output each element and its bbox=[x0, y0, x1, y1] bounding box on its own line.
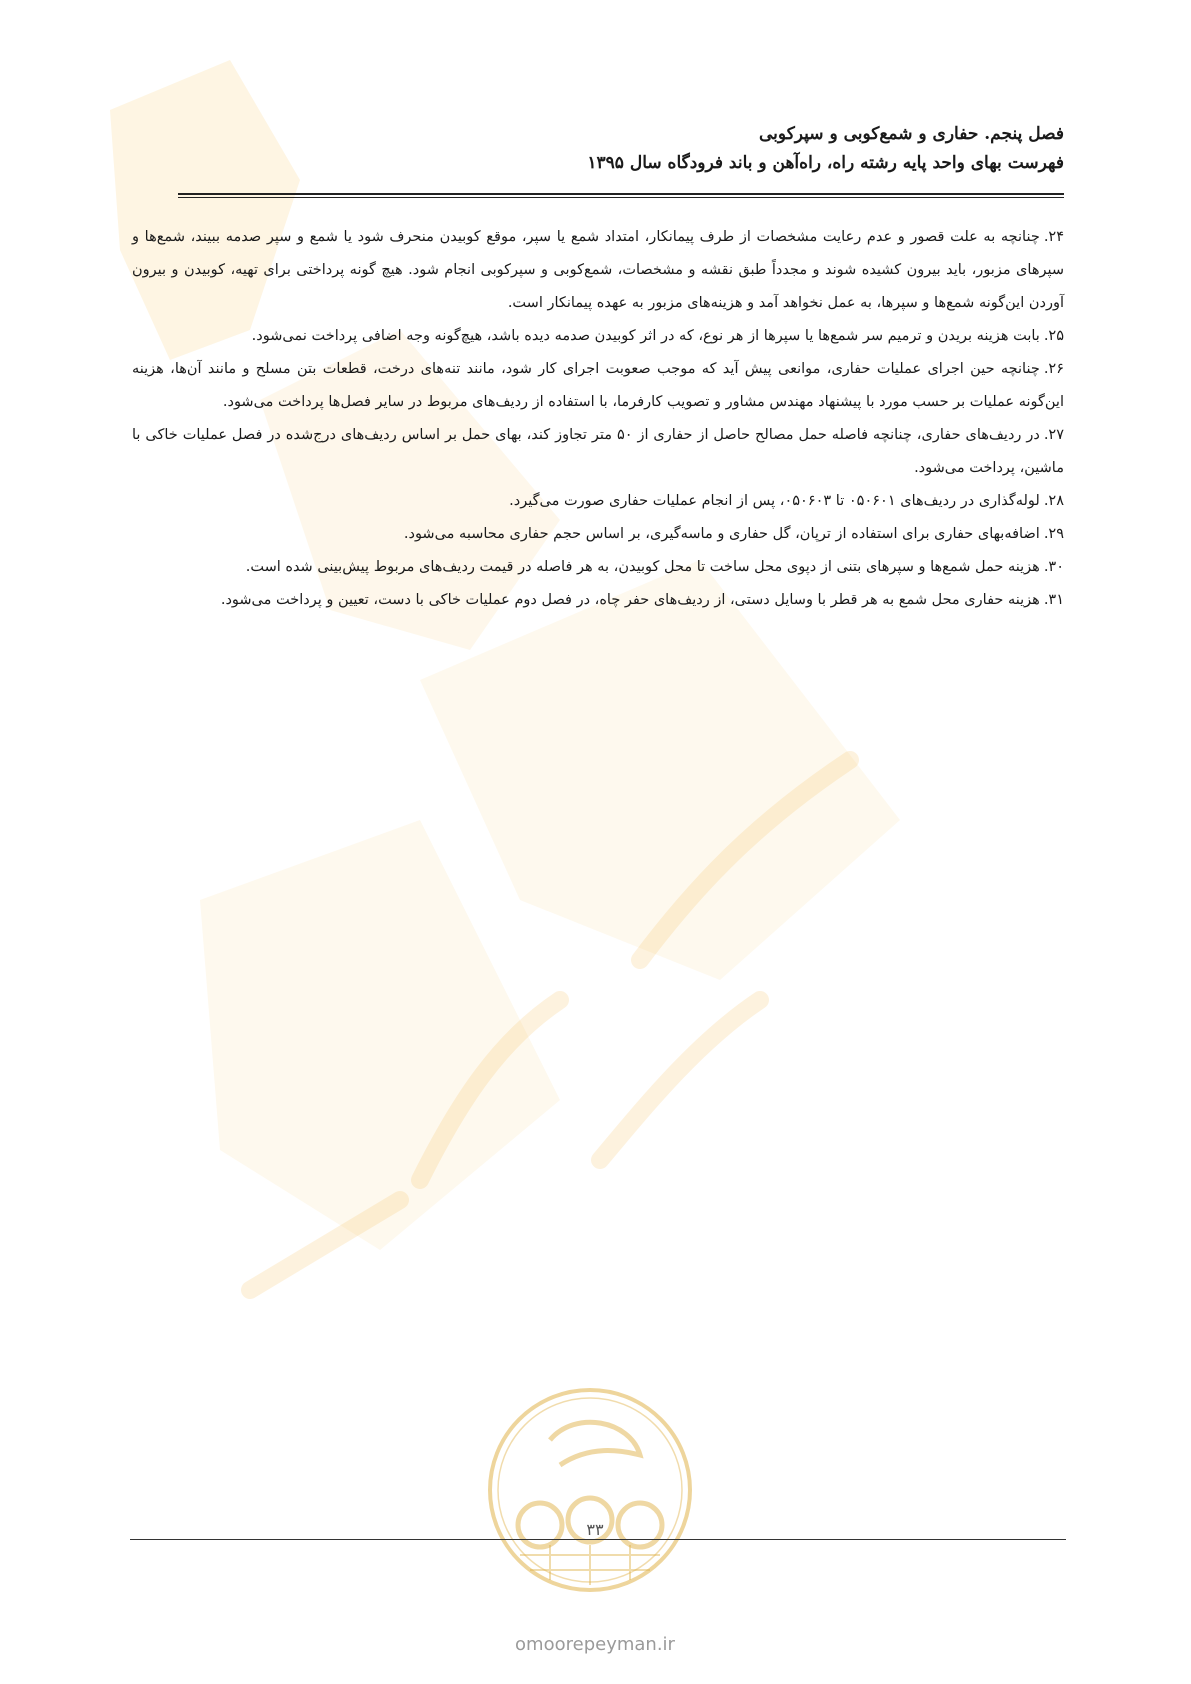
paragraph-text: در ردیف‌های حفاری، چنانچه فاصله حمل مصالح حاصل از حفاری از ۵۰ متر تجاوز کند، بهای حمل بر اساس ردیف‌های درج‌شده در فصل عملیات خاکی با ماشین، پرداخت می‌شود. bbox=[132, 427, 1064, 476]
page-header bbox=[178, 120, 1064, 178]
header-divider-thin bbox=[178, 197, 1064, 198]
paragraph-number: ۲۶. bbox=[1043, 361, 1064, 377]
website-watermark: omoorepeyman.ir bbox=[515, 1634, 675, 1655]
header-divider bbox=[178, 193, 1064, 195]
paragraph-number: ۳۱. bbox=[1043, 592, 1064, 608]
paragraph-24 bbox=[132, 221, 1064, 320]
logo-seal bbox=[480, 1380, 700, 1600]
paragraph-number: ۲۵. bbox=[1043, 328, 1064, 344]
paragraph-text: چنانچه به علت قصور و عدم رعایت مشخصات از طرف پیمانکار، امتداد شمع یا سپر، موقع کوبیدن منحرف شود یا شمع و سپر صدمه ببیند، شمع‌ها و سپرهای مزبور، باید بیرون کشیده شوند و مجدداً طبق نقشه و مشخصات، شمع‌کوبی و سپرکوبی انجام شود. هیچ گونه پرداختی برای تهیه، کوبیدن و بیرون آوردن این‌گونه شمع‌ها و سپرها، به عمل نخواهد آمد و هزینه‌های مزبور به عهده پیمانکار است. bbox=[132, 229, 1064, 311]
paragraph-text: هزینه حمل شمع‌ها و سپرهای بتنی از دپوی محل ساخت تا محل کوبیدن، به هر فاصله در قیمت ردیف‌های مربوط پیش‌بینی شده است. bbox=[245, 559, 1040, 575]
paragraph-text: اضافه‌بهای حفاری برای استفاده از ترپان، گل حفاری و ماسه‌گیری، بر اساس حجم حفاری محاسبه می‌شود. bbox=[403, 526, 1040, 542]
paragraph-31 bbox=[132, 584, 1064, 617]
paragraph-number: ۲۷. bbox=[1043, 427, 1064, 443]
paragraph-30 bbox=[132, 551, 1064, 584]
paragraph-27 bbox=[132, 419, 1064, 485]
book-title: فهرست بهای واحد پایه رشته راه، راه‌آهن و باند فرودگاه سال ۱۳۹۵ bbox=[587, 153, 1064, 173]
paragraph-29 bbox=[132, 518, 1064, 551]
paragraph-text: بابت هزینه بریدن و ترمیم سر شمع‌ها یا سپرها از هر نوع، که در اثر کوبیدن صدمه دیده باشد، هیچ‌گونه وجه اضافی پرداخت نمی‌شود. bbox=[251, 328, 1040, 344]
paragraph-number: ۲۹. bbox=[1043, 526, 1064, 542]
footer-divider bbox=[130, 1539, 1066, 1540]
paragraph-26 bbox=[132, 353, 1064, 419]
body-text bbox=[132, 221, 1064, 617]
paragraph-28 bbox=[132, 485, 1064, 518]
paragraph-text: چنانچه حین اجرای عملیات حفاری، موانعی پیش آید که موجب صعوبت اجرای کار شود، مانند تنه‌های درخت، قطعات بتن مسلح و مانند آن‌ها، هزینه این‌گونه عملیات بر حسب مورد با پیشنهاد مهندس مشاور و تصویب کارفرما، با استفاده از ردیف‌های مربوط در سایر فصل‌ها پرداخت می‌شود. bbox=[132, 361, 1064, 410]
paragraph-text: هزینه حفاری محل شمع به هر قطر با وسایل دستی، از ردیف‌های حفر چاه، در فصل دوم عملیات خاکی با دست، تعیین و پرداخت می‌شود. bbox=[220, 592, 1040, 608]
paragraph-number: ۳۰. bbox=[1043, 559, 1064, 575]
paragraph-number: ۲۸. bbox=[1043, 493, 1064, 509]
paragraph-25 bbox=[132, 320, 1064, 353]
paragraph-number: ۲۴. bbox=[1043, 229, 1064, 245]
page-number: ۳۳ bbox=[586, 1520, 604, 1539]
paragraph-text: لوله‌گذاری در ردیف‌های ۰۵۰۶۰۱ تا ۰۵۰۶۰۳، پس از انجام عملیات حفاری صورت می‌گیرد. bbox=[509, 493, 1040, 509]
chapter-title: فصل پنجم. حفاری و شمع‌کوبی و سپرکوبی bbox=[759, 124, 1064, 144]
